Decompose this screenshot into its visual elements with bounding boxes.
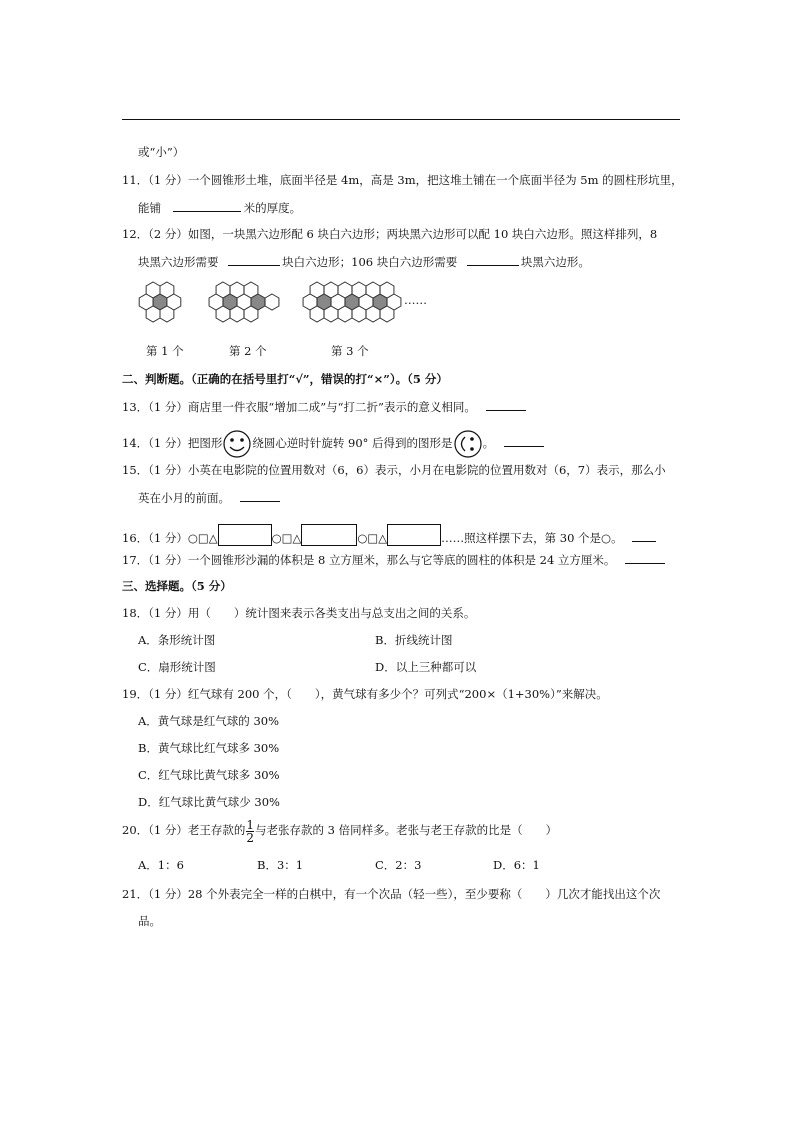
q21-line2: 品。	[138, 914, 161, 928]
q12-line1: 12．（2 分）如图，一块黑六边形配 6 块白六边形；两块黑六边形可以配 10 块白六边形。照这样排列，8	[122, 227, 658, 241]
q16-line	[122, 524, 656, 546]
header-rule	[122, 119, 680, 120]
q20-fraction-numerator: 1	[246, 817, 254, 832]
q19-stem: 19．（1 分）红气球有 200 个，（ ），黄气球有多少个？可列式“200×（1+30%）”来解决。	[122, 687, 608, 701]
q11-answer-blank[interactable]	[173, 199, 241, 212]
q13-line	[122, 398, 526, 415]
q18-option-c[interactable]: C．扇形统计图	[138, 660, 216, 674]
q15-text-b: 英在小月的前面。	[138, 491, 230, 505]
q20-option-c[interactable]: C．2：3	[375, 858, 422, 872]
q20-fraction-denominator: 2	[246, 830, 254, 845]
q15-line2	[138, 489, 280, 506]
q16-sequence-2: ○□△	[271, 531, 302, 545]
q20-text-a: 20．（1 分）老王存款的	[122, 823, 246, 837]
hexagon-ellipsis: ……	[404, 293, 427, 307]
q17-answer-blank[interactable]	[625, 551, 665, 564]
q14-line	[122, 428, 544, 459]
q16-box-2[interactable]	[301, 524, 357, 546]
q17-text: 17．（1 分）一个圆锥形沙漏的体积是 8 立方厘米，那么与它等底的圆柱的体积是 24 立方厘米。	[122, 553, 616, 567]
q12-answer-blank-1[interactable]	[228, 253, 280, 266]
caption-figure-3: 第 3 个	[331, 344, 369, 358]
q11-text-a: 能铺	[138, 201, 161, 215]
q14-text-c: 。	[482, 436, 495, 450]
q11-line1: 11．（1 分）一个圆锥形土堆，底面半径是 4m，高是 3m，把这堆土铺在一个底面半径为 5m 的圆柱形坑里，	[122, 173, 683, 187]
q11-text-b: 米的厚度。	[243, 201, 302, 215]
q16-suffix: ……照这样摆下去，第 30 个是○。	[441, 531, 623, 545]
smiley-face-icon	[222, 429, 252, 459]
q19-option-b[interactable]: B．黄气球比红气球多 30%	[138, 741, 280, 755]
q18-option-a[interactable]: A．条形统计图	[138, 633, 216, 647]
q20-fraction	[246, 819, 254, 844]
q16-box-1[interactable]	[218, 524, 272, 546]
q14-answer-blank[interactable]	[504, 434, 544, 447]
q14-text-b: 绕圆心逆时针旋转 90° 后得到的图形是	[252, 436, 453, 450]
q16-sequence-3: ○□△	[357, 531, 388, 545]
q19-option-c[interactable]: C．红气球比黄气球多 30%	[138, 768, 280, 782]
q18-option-d[interactable]: D．以上三种都可以	[375, 660, 477, 674]
section-3-heading: 三、选择题。（5 分）	[122, 579, 232, 593]
q12-text-a: 块黑六边形需要	[138, 255, 219, 269]
q20-stem	[122, 816, 557, 844]
q19-option-a[interactable]: A．黄气球是红气球的 30%	[138, 714, 280, 728]
q18-stem: 18．（1 分）用（ ）统计图来表示各类支出与总支出之间的关系。	[122, 606, 476, 620]
continued-text: 或“小”）	[138, 145, 185, 159]
q15-line1: 15．（1 分）小英在电影院的位置用数对（6，6）表示，小月在电影院的位置用数对（6，7）表示，那么小	[122, 463, 666, 477]
q12-text-b: 块白六边形；106 块白六边形需要	[282, 255, 458, 269]
q13-answer-blank[interactable]	[486, 398, 526, 411]
caption-figure-1: 第 1 个	[146, 344, 184, 358]
q13-text: 13．（1 分）商店里一件衣服“增加二成”与“打二折”表示的意义相同。	[122, 400, 476, 414]
q16-prefix: 16．（1 分）	[122, 531, 188, 545]
q17-line	[122, 551, 665, 568]
q20-option-b[interactable]: B．3：1	[257, 858, 304, 872]
section-2-heading: 二、判断题。（正确的在括号里打“√”，错误的打“×”）。（5 分）	[122, 372, 448, 386]
q11-line2	[138, 199, 301, 216]
q20-text-b: 与老张存款的 3 倍同样多。老张与老王存款的比是（ ）	[255, 823, 558, 837]
q20-option-a[interactable]: A．1：6	[138, 858, 184, 872]
q16-sequence-1: ○□△	[187, 531, 218, 545]
q12-answer-blank-2[interactable]	[467, 253, 519, 266]
q14-text-a: 14．（1 分）把图形	[122, 436, 223, 450]
rotated-smiley-icon	[453, 429, 483, 459]
q18-option-b[interactable]: B．折线统计图	[375, 633, 453, 647]
q21-line1: 21．（1 分）28 个外表完全一样的白棋中，有一个次品（轻一些），至少要称（ ）几次才能找出这个次	[122, 887, 661, 901]
q12-text-c: 块黑六边形。	[520, 255, 590, 269]
q15-answer-blank[interactable]	[240, 489, 280, 502]
q16-answer-blank[interactable]	[632, 529, 656, 542]
q16-box-3[interactable]	[387, 524, 441, 546]
caption-figure-2: 第 2 个	[229, 344, 267, 358]
q20-option-d[interactable]: D．6：1	[493, 858, 540, 872]
q19-option-d[interactable]: D．红气球比黄气球少 30%	[138, 795, 280, 809]
hexagon-pattern-figure	[130, 278, 420, 330]
q12-line2	[138, 253, 590, 270]
